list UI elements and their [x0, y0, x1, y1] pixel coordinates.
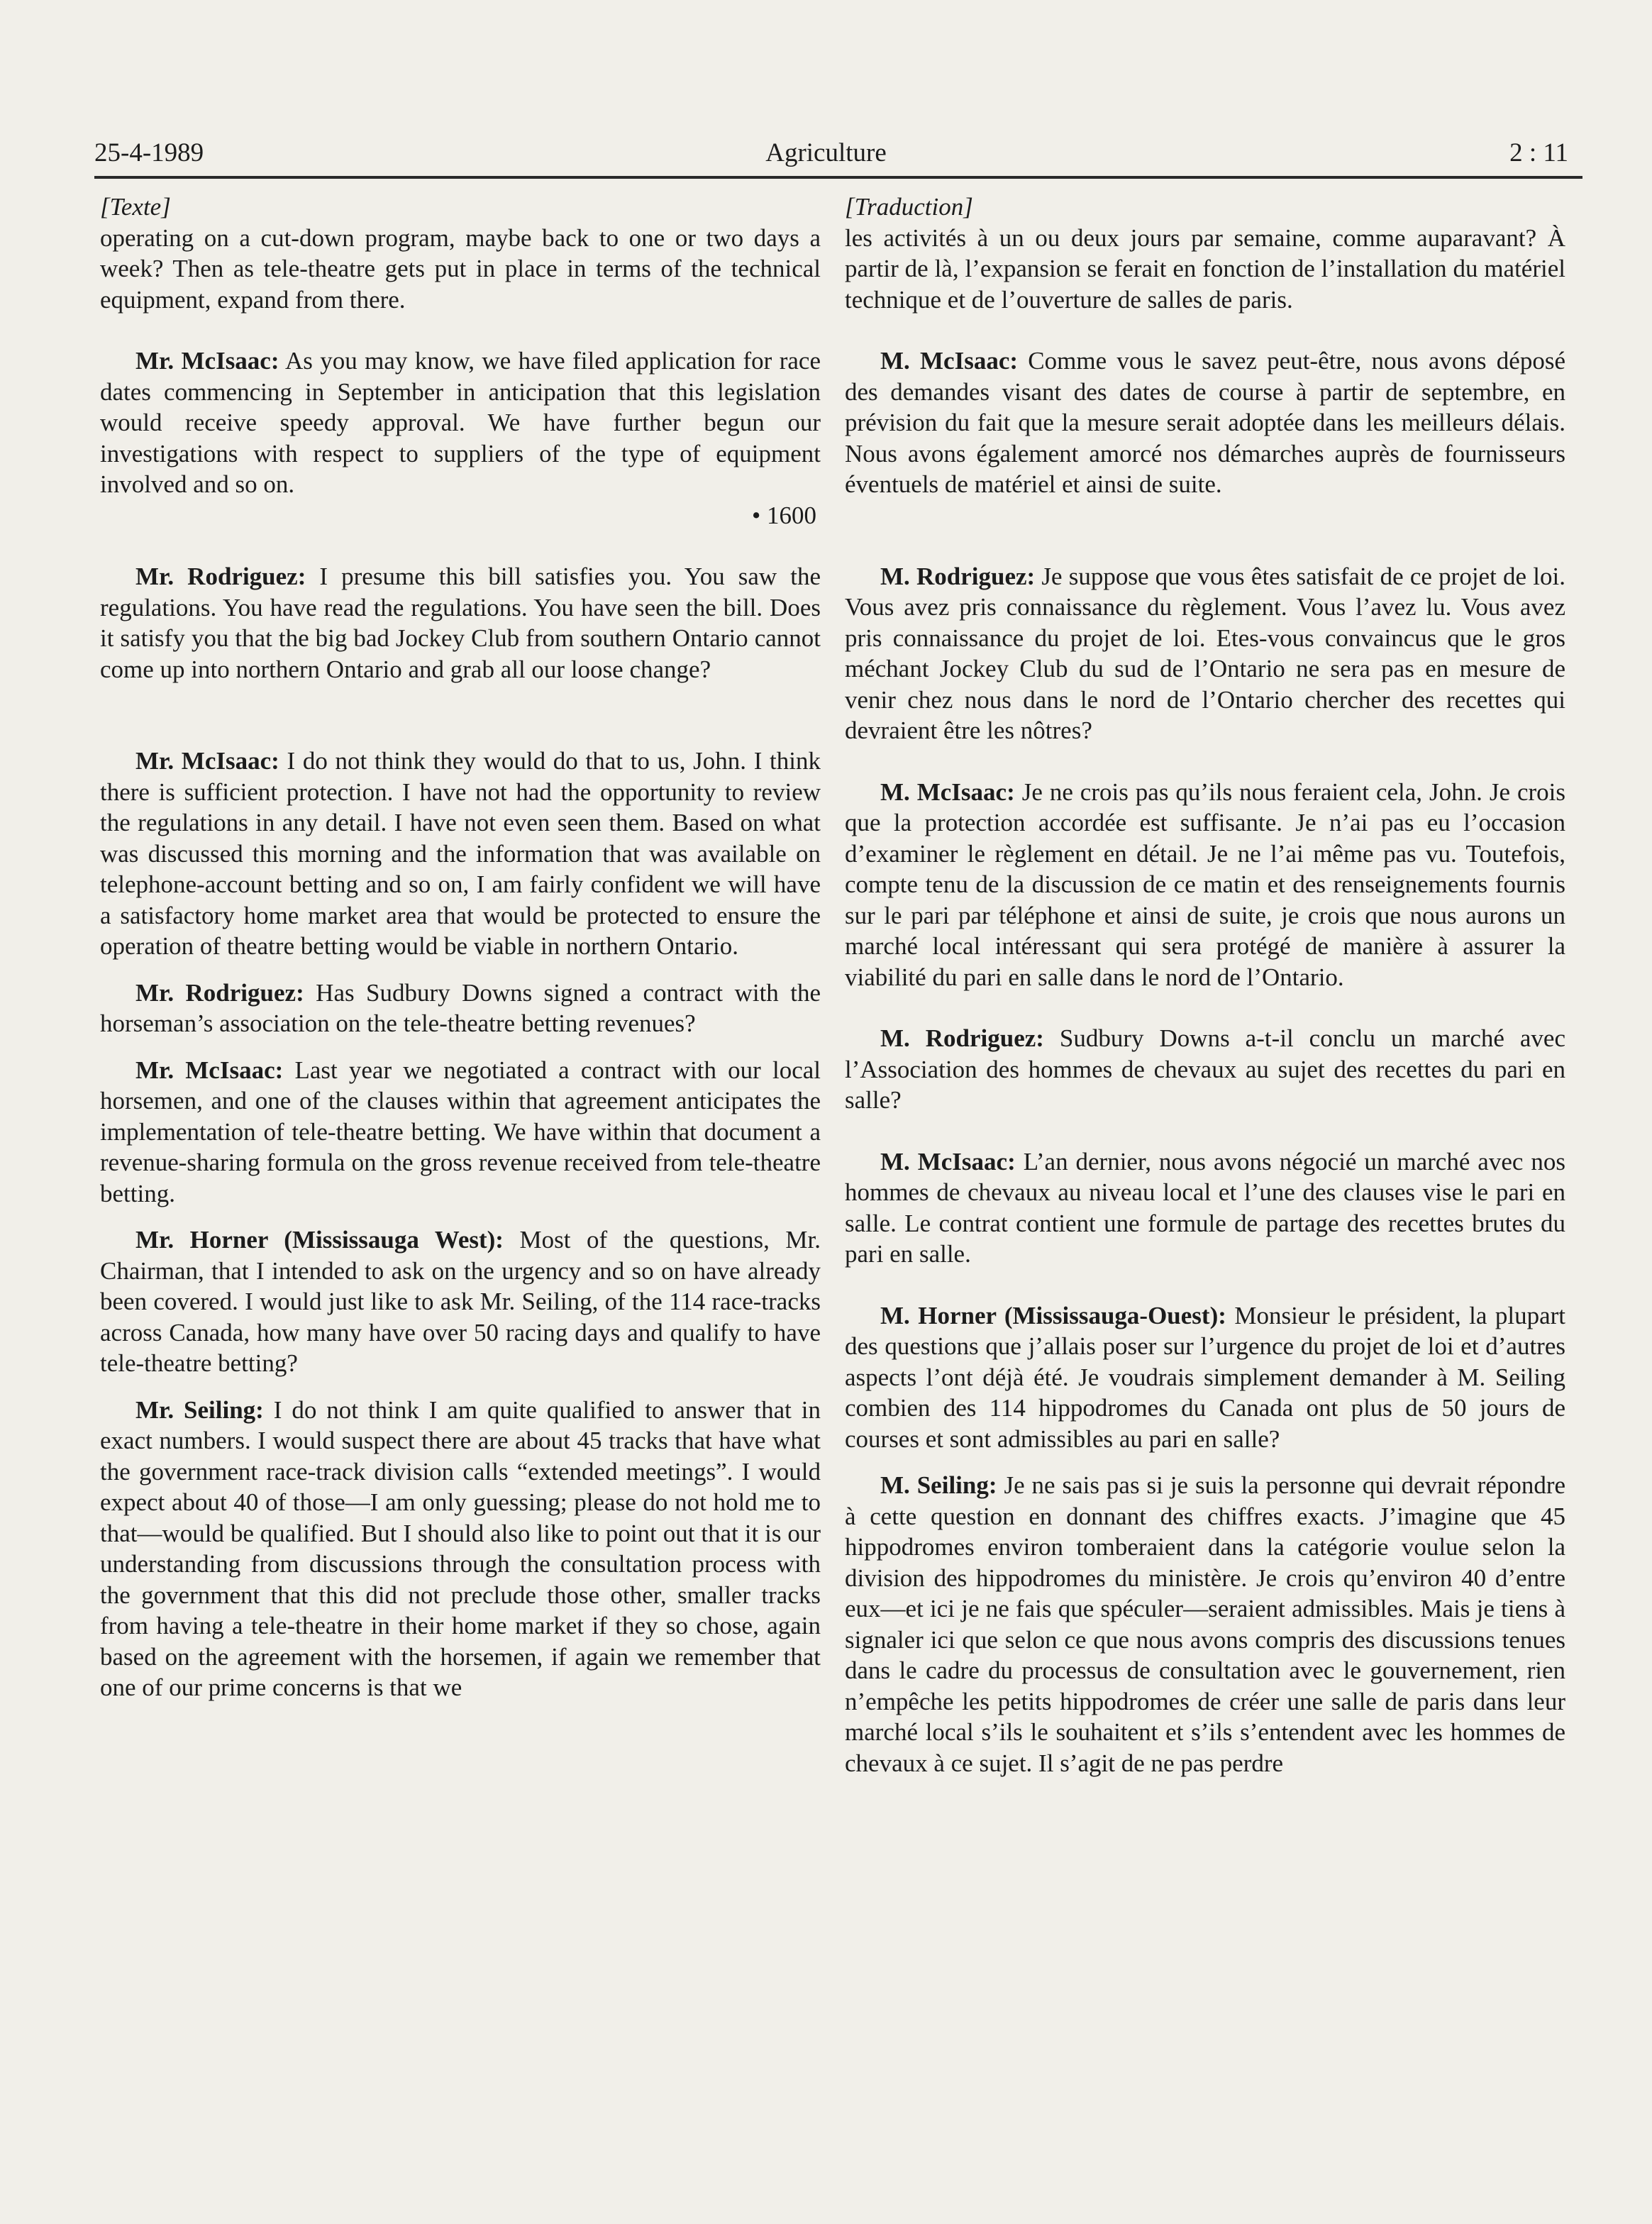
header-title: Agriculture [765, 138, 887, 167]
header-date: 25-4-1989 [94, 138, 204, 167]
speaker-name: Mr. Rodriguez: [135, 563, 306, 590]
speech-text: Je ne crois pas qu’ils nous feraient cela, John. Je crois que la protection accordée est suffisante. Je n’ai pas eu l’occasion d’examiner le règlement en détail. Je ne l’ai même pas vu. Toutefois, compte tenu de la discussion de ce matin et des renseignements fournis sur le pari par téléphone et ainsi de suite, je crois que nous aurons un marché local intéressant qui sera protégé de manière à assurer la viabilité du pari en salle dans le nord de l’Ontario. [845, 778, 1565, 991]
speech-text: Monsieur le président, la plupart des questions que j’allais poser sur l’urgence du projet de loi et d’autres aspects l’ont déjà été. Je voudrais simplement demander à M. Seiling combien des 114 hippodromes du Canada ont plus de 50 jours de courses et sont admissibles au pari en salle? [845, 1301, 1566, 1453]
speech-text: Sudbury Downs a-t-il conclu un marché avec l’Association des hommes de chevaux au sujet des recettes du pari en salle? [845, 1024, 1565, 1114]
speech-paragraph [845, 1300, 1565, 1455]
language-label-french: [Traduction] [845, 193, 973, 221]
speech-text: I presume this bill satisfies you. You saw the regulations. You have read the regulations. You have seen the bill. Does it satisfy you that the big bad Jockey Club from southern Ontario cannot come up into northern Ontario and grab all our loose change? [100, 563, 821, 683]
french-column [845, 192, 1565, 1778]
speech-text: Most of the questions, Mr. Chairman, that I intended to ask on the urgency and so on have already been covered. I would just like to ask Mr. Seiling, of the 114 race-tracks across Canada, how many have over 50 racing days and qualify to have tele-theatre betting? [100, 1226, 821, 1377]
language-label-english: [Texte] [100, 193, 171, 221]
speaker-name: M. McIsaac: [880, 778, 1015, 806]
speech-text: Has Sudbury Downs signed a contract with the horseman’s association on the tele-theatre betting revenues? [100, 978, 821, 1037]
header-rule [94, 176, 1582, 179]
english-column [100, 192, 821, 1703]
speaker-name: Mr. McIsaac: [135, 1056, 284, 1084]
speech-paragraph [845, 561, 1565, 746]
speaker-name: M. McIsaac: [880, 1147, 1016, 1175]
speaker-name: Mr. Seiling: [135, 1395, 264, 1424]
speaker-name: M. McIsaac: [880, 347, 1019, 375]
speech-text: L’an dernier, nous avons négocié un marché avec nos hommes de chevaux au niveau local et l’une des clauses vise le pari en salle. Le contrat contient une formule de partage des recettes brutes du pari en salle. [845, 1147, 1565, 1268]
speaker-name: M. Rodriguez: [880, 1024, 1044, 1052]
speaker-name: Mr. Horner (Mississauga West): [135, 1226, 504, 1254]
paragraph: les activités à un ou deux jours par semaine, comme auparavant? À partir de là, l’expansion se ferait en fonction de l’installation du matériel technique et de l’ouverture de salles de paris. [845, 223, 1565, 314]
speech-paragraph [100, 1224, 821, 1379]
speech-paragraph [100, 1395, 821, 1703]
header-page-number: 2 : 11 [1509, 138, 1568, 167]
speaker-name: Mr. McIsaac: [135, 347, 279, 375]
paragraph: operating on a cut-down program, maybe back to one or two days a week? Then as tele-theatre gets put in place in terms of the technical equipment, expand from there. [100, 223, 821, 314]
speech-paragraph [845, 777, 1565, 993]
speaker-name: Mr. McIsaac: [135, 747, 279, 775]
speech-paragraph [100, 345, 821, 500]
speaker-name: M. Seiling: [880, 1471, 997, 1499]
speech-text: Last year we negotiated a contract with our local horsemen, and one of the clauses within that agreement anticipates the implementation of tele-theatre betting. We have within that document a revenue-sharing formula on the gross revenue received from tele-theatre betting. [100, 1056, 821, 1207]
speech-paragraph [100, 978, 821, 1039]
speech-text: As you may know, we have filed application for race dates commencing in September in anticipation that this legislation would receive speedy approval. We have further begun our investigations with respect to suppliers of the type of equipment involved and so on. [100, 347, 821, 498]
speech-paragraph [100, 561, 821, 685]
speech-text: Comme vous le savez peut-être, nous avons déposé des demandes visant des dates de course à partir de septembre, en prévision du fait que la mesure serait adoptée dans les meilleurs délais. Nous avons également amorcé nos démarches auprès de fournisseurs éventuels de matériel et ainsi de suite. [845, 347, 1565, 498]
speech-text: Je suppose que vous êtes satisfait de ce projet de loi. Vous avez pris connaissance du règlement. Vous l’avez lu. Vous avez pris connaissance du projet de loi. Etes-vous convaincus que le gros méchant Jockey Club du sud de l’Ontario ne sera pas en mesure de venir chez nous dans le nord de l’Ontario chercher des recettes qui devraient être les nôtres? [845, 562, 1565, 744]
speech-paragraph [845, 1023, 1565, 1116]
speaker-name: M. Horner (Mississauga-Ouest): [880, 1301, 1226, 1329]
speech-paragraph [845, 1470, 1565, 1778]
speech-paragraph [845, 1146, 1565, 1270]
speaker-name: M. Rodriguez: [880, 562, 1036, 590]
speech-text: Je ne sais pas si je suis la personne qui devrait répondre à cette question en donnant des chiffres exacts. J’imagine que 45 hippodromes environ tomberaient dans la catégorie voulue selon la division des hippodromes du ministère. Je crois qu’environ 40 d’entre eux—et ici je ne fais que spéculer—seraient admissibles. Mais je tiens à signaler ici que selon ce que nous avons compris des discussions tenues dans le cadre du processus de consultation avec le gouvernement, rien n’empêche les petits hippodromes de créer une salle de paris dans leur marché local s’ils le souhaitent et s’ils s’entendent avec les hommes de chevaux à ce sujet. Il s’agit de ne pas perdre [845, 1471, 1566, 1777]
speaker-name: Mr. Rodriguez: [135, 978, 304, 1007]
timestamp: • 1600 [751, 501, 816, 529]
speech-text: I do not think they would do that to us, John. I think there is sufficient protection. I have not had the opportunity to review the regulations in any detail. I have not even seen them. Based on what was discussed this morning and the information that was available on telephone-account betting and so on, I am fairly confident we will have a satisfactory home market area that would be protected to ensure the operation of theatre betting would be viable in northern Ontario. [100, 747, 821, 960]
speech-paragraph [845, 345, 1565, 500]
speech-paragraph [100, 746, 821, 962]
speech-text: I do not think I am quite qualified to answer that in exact numbers. I would suspect there are about 45 tracks that have what the government race-track division calls “extended meetings”. I would expect about 40 of those—I am only guessing; please do not hold me to that—would be qualified. But I should also like to point out that it is our understanding from discussions through the consultation process with the government that this did not preclude those other, smaller tracks from having a tele-theatre in their home market if they so chose, again based on the agreement with the horsemen, if again we remember that one of our prime concerns is that we [100, 1395, 821, 1701]
speech-paragraph [100, 1055, 821, 1210]
